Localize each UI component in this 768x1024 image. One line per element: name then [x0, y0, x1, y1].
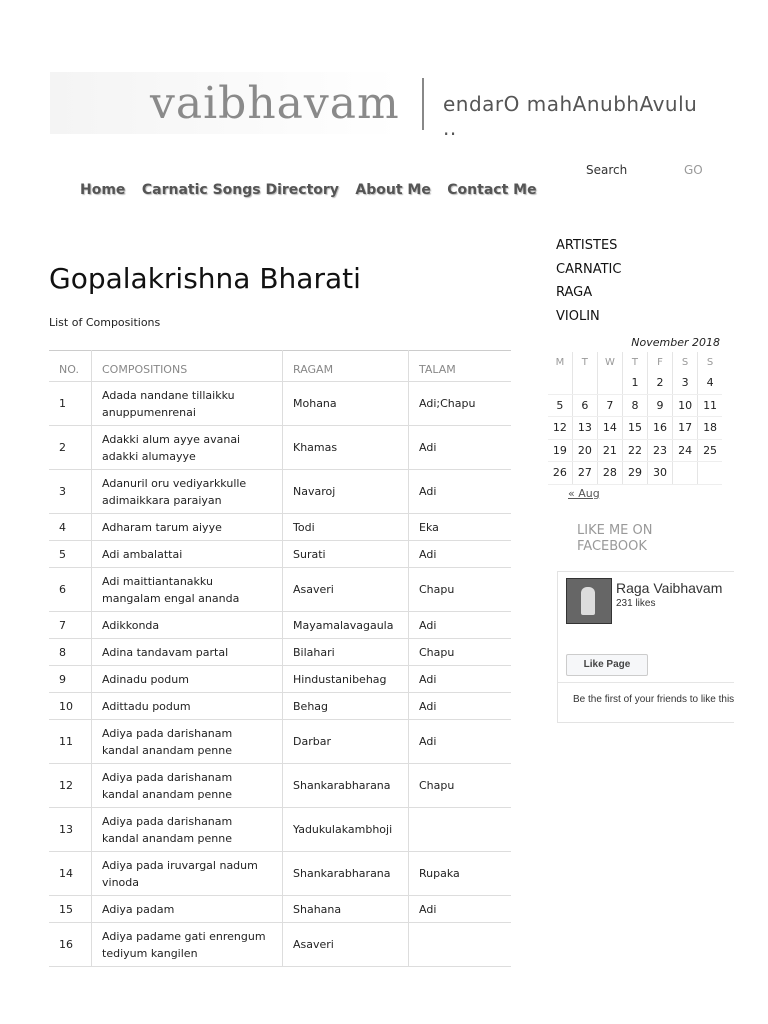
facebook-like-button-label: Like Page: [583, 659, 631, 670]
cell-ragam: Darbar: [283, 720, 409, 764]
cell-no: 2: [49, 426, 92, 470]
logo-banner[interactable]: [50, 72, 400, 134]
cell-talam: [409, 923, 512, 967]
cell-no: 13: [49, 808, 92, 852]
calendar-weekday: F: [648, 352, 673, 372]
cell-ragam: Surati: [283, 541, 409, 568]
cell-no: 14: [49, 852, 92, 896]
calendar-day: 15: [622, 417, 647, 440]
composition-line-1: Adiya pada iruvargal nadum: [102, 858, 258, 872]
site-logo: vaibhavam: [150, 78, 400, 129]
calendar-day: 10: [673, 394, 698, 417]
page-subtitle: List of Compositions: [49, 316, 161, 329]
calendar-day: 9: [648, 394, 673, 417]
composition-line-1: Adanuril oru vediyarkkulle: [102, 476, 247, 490]
cell-composition: [92, 720, 283, 764]
composition-line-1: Adikkonda: [102, 618, 160, 632]
category-list: [556, 234, 621, 328]
cell-ragam: Bilahari: [283, 639, 409, 666]
calendar-week: [548, 372, 722, 394]
composition-line-2: kandal anandam penne: [102, 743, 232, 757]
calendar-empty-day: [698, 462, 722, 485]
calendar-day: 24: [673, 439, 698, 462]
composition-line-1: Adinadu podum: [102, 672, 189, 686]
site-header: [50, 72, 710, 140]
nav-carnatic-songs-directory[interactable]: Carnatic Songs Directory: [141, 182, 339, 198]
composition-line-2: kandal anandam penne: [102, 831, 232, 845]
cell-talam: Adi: [409, 612, 512, 639]
nav-about-me[interactable]: About Me: [355, 182, 431, 198]
cell-no: 8: [49, 639, 92, 666]
calendar-week: [548, 417, 722, 440]
calendar-day: 7: [597, 394, 622, 417]
calendar-day: 2: [648, 372, 673, 394]
column-header-talam: TALAM: [409, 351, 512, 382]
table-row: [49, 808, 511, 852]
compositions-table: [49, 350, 511, 967]
cell-composition: [92, 764, 283, 808]
composition-line-1: Adiya pada darishanam: [102, 726, 233, 740]
calendar-day: 19: [548, 439, 572, 462]
composition-line-2: vinoda: [102, 875, 139, 889]
calendar-day: 6: [572, 394, 597, 417]
calendar-week: [548, 439, 722, 462]
column-header-ragam: RAGAM: [283, 351, 409, 382]
composition-line-1: Adi ambalattai: [102, 547, 183, 561]
cell-ragam: Khamas: [283, 426, 409, 470]
calendar-day: 1: [622, 372, 647, 394]
composition-line-1: Adi maittiantanakku: [102, 574, 213, 588]
facebook-page-avatar[interactable]: [566, 578, 612, 624]
cell-composition: [92, 612, 283, 639]
header-divider: [422, 78, 424, 130]
calendar-day: 22: [622, 439, 647, 462]
cell-ragam: Shankarabharana: [283, 852, 409, 896]
cell-talam: Adi: [409, 693, 512, 720]
table-row: [49, 541, 511, 568]
composition-line-2: tediyum kangilen: [102, 946, 198, 960]
cell-composition: [92, 808, 283, 852]
calendar-day: 18: [698, 417, 722, 440]
calendar-day: 4: [698, 372, 722, 394]
table-row: [49, 923, 511, 967]
table-row: [49, 693, 511, 720]
cell-no: 6: [49, 568, 92, 612]
nav-contact-me[interactable]: Contact Me: [447, 182, 537, 198]
table-row: [49, 764, 511, 808]
cell-no: 11: [49, 720, 92, 764]
calendar-empty-day: [548, 372, 572, 394]
nav-home[interactable]: Home: [80, 182, 126, 198]
calendar-week: [548, 394, 722, 417]
calendar-day: 14: [597, 417, 622, 440]
cell-no: 10: [49, 693, 92, 720]
calendar-day: 12: [548, 417, 572, 440]
table-row: [49, 639, 511, 666]
calendar-day: 3: [673, 372, 698, 394]
cell-no: 9: [49, 666, 92, 693]
calendar-day: 13: [572, 417, 597, 440]
cell-talam: Chapu: [409, 639, 512, 666]
calendar-weekday: T: [622, 352, 647, 372]
cell-composition: [92, 541, 283, 568]
category-raga[interactable]: RAGA: [556, 285, 593, 300]
cell-no: 15: [49, 896, 92, 923]
facebook-page-name[interactable]: Raga Vaibhavam: [616, 580, 723, 596]
calendar-weekday: W: [597, 352, 622, 372]
cell-ragam: Mohana: [283, 382, 409, 426]
calendar-day: 5: [548, 394, 572, 417]
calendar-empty-day: [673, 462, 698, 485]
facebook-divider: [558, 682, 734, 683]
cell-no: 16: [49, 923, 92, 967]
calendar-caption: November 2018: [631, 336, 720, 349]
calendar-day: 8: [622, 394, 647, 417]
calendar-days: [548, 372, 722, 484]
table-row: [49, 720, 511, 764]
cell-ragam: Todi: [283, 514, 409, 541]
cell-ragam: Asaveri: [283, 568, 409, 612]
cell-ragam: Navaroj: [283, 470, 409, 514]
composition-line-1: Adada nandane tillaikku: [102, 388, 235, 402]
calendar-day: 20: [572, 439, 597, 462]
composition-line-1: Adiya padam: [102, 902, 175, 916]
cell-no: 3: [49, 470, 92, 514]
table-row: [49, 896, 511, 923]
main-nav: [80, 182, 549, 198]
facebook-heading-text: LIKE ME ON FACEBOOK: [577, 523, 653, 554]
calendar-day: 30: [648, 462, 673, 485]
cell-composition: [92, 639, 283, 666]
cell-composition: [92, 896, 283, 923]
category-carnatic[interactable]: CARNATIC: [556, 261, 622, 277]
cell-talam: Adi: [409, 541, 512, 568]
cell-no: 5: [49, 541, 92, 568]
cell-talam: Eka: [409, 514, 512, 541]
composition-line-2: adimaikkara paraiyan: [102, 493, 222, 507]
facebook-like-box: [557, 571, 734, 723]
search-go-button[interactable]: GO: [684, 163, 703, 177]
cell-composition: [92, 382, 283, 426]
table-row: [49, 666, 511, 693]
cell-ragam: Asaveri: [283, 923, 409, 967]
calendar-day: 28: [597, 462, 622, 485]
facebook-likes-count: 231 likes: [616, 598, 656, 609]
composition-line-1: Adharam tarum aiyye: [102, 520, 222, 534]
calendar-weekday: S: [673, 352, 698, 372]
composition-line-1: Adiya pada darishanam: [102, 770, 233, 784]
cell-composition: [92, 426, 283, 470]
calendar-day: 11: [698, 394, 722, 417]
calendar-day: 23: [648, 439, 673, 462]
table-row: [49, 470, 511, 514]
cell-no: 1: [49, 382, 92, 426]
calendar-day: 21: [597, 439, 622, 462]
calendar-widget: [548, 336, 722, 500]
calendar-day: 29: [622, 462, 647, 485]
cell-composition: [92, 666, 283, 693]
cell-talam: Adi: [409, 470, 512, 514]
cell-no: 7: [49, 612, 92, 639]
composition-line-1: Adittadu podum: [102, 699, 191, 713]
cell-talam: Rupaka: [409, 852, 512, 896]
cell-ragam: Shankarabharana: [283, 764, 409, 808]
cell-ragam: Yadukulakambhoji: [283, 808, 409, 852]
table-header-row: [49, 351, 511, 382]
composition-line-2: anuppumenrenai: [102, 405, 196, 419]
column-header-no: NO.: [49, 351, 92, 382]
calendar-day: 25: [698, 439, 722, 462]
category-artistes[interactable]: ARTISTES: [556, 238, 618, 253]
column-header-compositions: COMPOSITIONS: [92, 351, 283, 382]
cell-talam: Adi: [409, 720, 512, 764]
page-title: Gopalakrishna Bharati: [49, 262, 361, 295]
cell-talam: Chapu: [409, 568, 512, 612]
table-body: [49, 382, 511, 967]
cell-composition: [92, 852, 283, 896]
cell-no: 12: [49, 764, 92, 808]
calendar-day: 17: [673, 417, 698, 440]
composition-line-2: adakki alumayye: [102, 449, 196, 463]
table-row: [49, 426, 511, 470]
calendar-empty-day: [572, 372, 597, 394]
calendar-weekday: T: [572, 352, 597, 372]
search-label: Search: [586, 163, 628, 177]
calendar-weekdays: [548, 352, 722, 372]
category-violin[interactable]: VIOLIN: [556, 308, 600, 324]
facebook-friends-text: Be the first of your friends to like this: [573, 694, 734, 705]
cell-ragam: Mayamalavagaula: [283, 612, 409, 639]
table-row: [49, 382, 511, 426]
cell-talam: Chapu: [409, 764, 512, 808]
cell-ragam: Hindustanibehag: [283, 666, 409, 693]
calendar-day: 16: [648, 417, 673, 440]
cell-composition: [92, 923, 283, 967]
search-input[interactable]: [632, 160, 676, 180]
calendar-day: 27: [572, 462, 597, 485]
table-row: [49, 568, 511, 612]
cell-composition: [92, 514, 283, 541]
site-tagline: endarO mahAnubhAvulu ..: [443, 92, 698, 140]
calendar-weekday: S: [706, 356, 714, 368]
calendar-day: 26: [548, 462, 572, 485]
cell-talam: [409, 808, 512, 852]
cell-talam: Adi: [409, 896, 512, 923]
calendar-weekday: M: [548, 352, 572, 372]
table-row: [49, 612, 511, 639]
composition-line-2: kandal anandam penne: [102, 787, 232, 801]
cell-composition: [92, 568, 283, 612]
cell-talam: Adi: [409, 426, 512, 470]
composition-line-1: Adiya padame gati enrengum: [102, 929, 266, 943]
cell-talam: Adi: [409, 666, 512, 693]
composition-line-1: Adiya pada darishanam: [102, 814, 233, 828]
table-row: [49, 852, 511, 896]
composition-line-2: mangalam engal ananda: [102, 591, 240, 605]
cell-ragam: Behag: [283, 693, 409, 720]
table-row: [49, 514, 511, 541]
calendar-week: [548, 462, 722, 485]
composition-line-1: Adakki alum ayye avanai: [102, 432, 241, 446]
cell-no: 4: [49, 514, 92, 541]
facebook-like-button[interactable]: [566, 654, 648, 676]
calendar-prev-link[interactable]: « Aug: [568, 486, 600, 500]
calendar-grid: [548, 352, 722, 485]
composition-line-1: Adina tandavam partal: [102, 645, 229, 659]
cell-composition: [92, 693, 283, 720]
cell-ragam: Shahana: [283, 896, 409, 923]
facebook-heading: [577, 523, 687, 555]
cell-talam: Adi;Chapu: [409, 382, 512, 426]
cell-composition: [92, 470, 283, 514]
calendar-empty-day: [597, 372, 622, 394]
